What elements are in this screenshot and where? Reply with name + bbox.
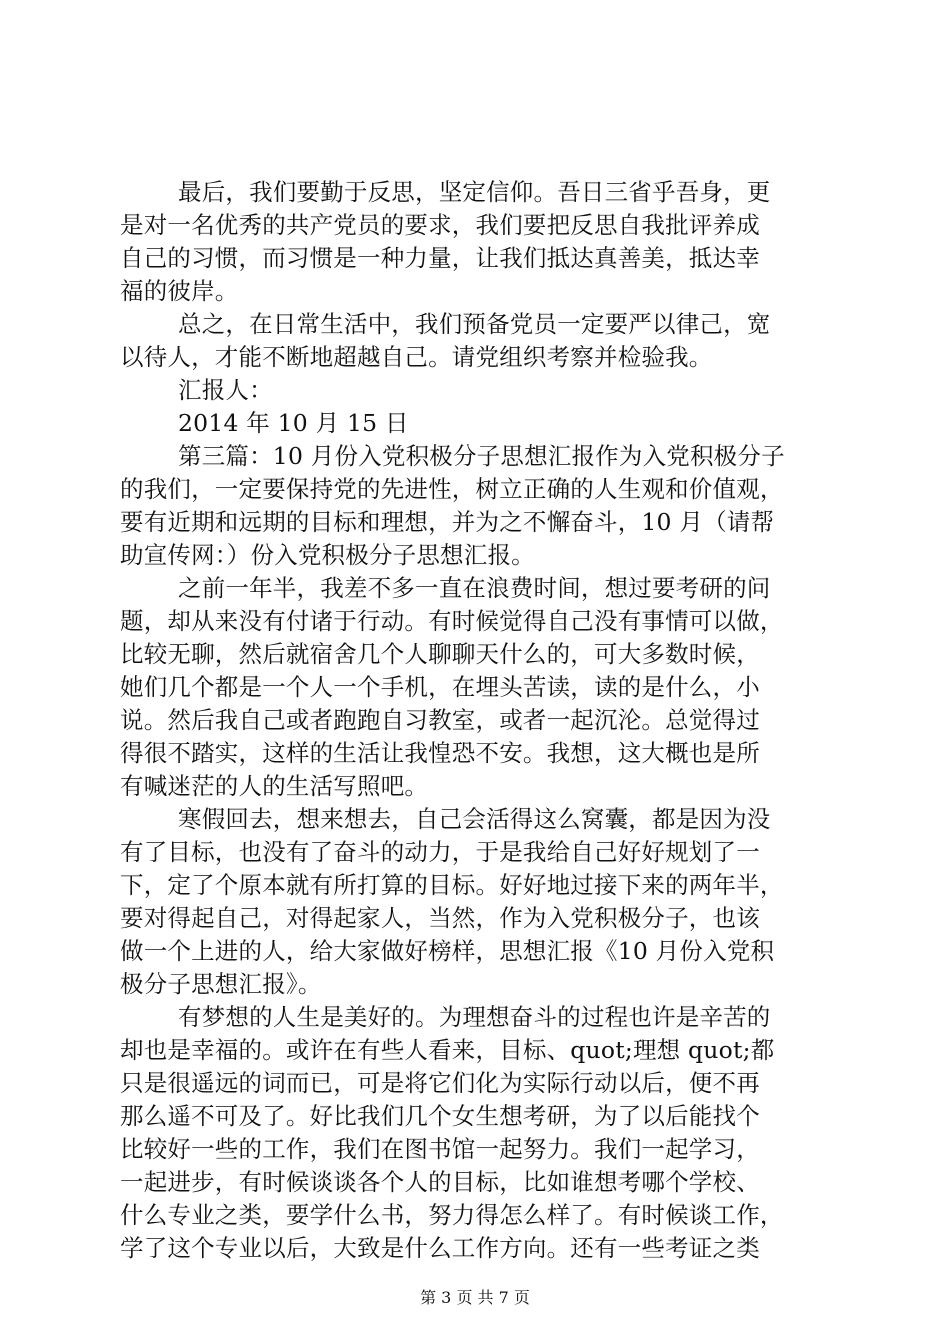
text-line: 有了目标，也没有了奋斗的动力，于是我给自己好好规划了一 <box>120 838 760 866</box>
text-line: 要有近期和远期的目标和理想，并为之不懈奋斗，10 月（请帮 <box>120 508 775 536</box>
reporter-label: 汇报人： <box>178 376 273 404</box>
text-line: 之前一年半，我差不多一直在浪费时间，想过要考研的问 <box>178 574 771 602</box>
text-line: 做一个上进的人，给大家做好榜样，思想汇报《10 月份入党积 <box>120 937 775 965</box>
text-line: 比较好一些的工作，我们在图书馆一起努力。我们一起学习， <box>120 1135 760 1163</box>
text-line: 她们几个都是一个人一个手机，在埋头苦读，读的是什么，小 <box>120 673 760 701</box>
text-line: 学了这个专业以后，大致是什么工作方向。还有一些考证之类 <box>120 1234 760 1262</box>
text-line: 是对一名优秀的共产党员的要求，我们要把反思自我批评养成 <box>120 211 760 239</box>
text-line: 有喊迷茫的人的生活写照吧。 <box>120 772 429 800</box>
text-line: 什么专业之类，要学什么书，努力得怎么样了。有时候谈工作， <box>120 1201 784 1229</box>
text-line: 的我们，一定要保持党的先进性，树立正确的人生观和价值观， <box>120 475 784 503</box>
text-line: 下，定了个原本就有所打算的目标。好好地过接下来的两年半， <box>120 871 784 899</box>
text-line: 一起进步，有时候谈谈各个人的目标，比如谁想考哪个学校、 <box>120 1168 760 1196</box>
text-line: 助宣传网：）份入党积极分子思想汇报。 <box>120 541 535 569</box>
section-heading-line: 第三篇：10 月份入党积极分子思想汇报作为入党积极分子 <box>178 442 785 470</box>
text-line: 要对得起自己，对得起家人，当然，作为入党积极分子，也该 <box>120 904 760 932</box>
text-line: 寒假回去，想来想去，自己会活得这么窝囊，都是因为没 <box>178 805 771 833</box>
text-line: 比较无聊，然后就宿舍几个人聊聊天什么的，可大多数时候， <box>120 640 760 668</box>
text-line: 自己的习惯，而习惯是一种力量，让我们抵达真善美，抵达幸 <box>120 244 760 272</box>
text-line: 福的彼岸。 <box>120 277 239 305</box>
text-line: 总之，在日常生活中，我们预备党员一定要严以律己，宽 <box>178 310 771 338</box>
text-line: 那么遥不可及了。好比我们几个女生想考研，为了以后能找个 <box>120 1102 760 1130</box>
text-line: 以待人，才能不断地超越自己。请党组织考察并检验我。 <box>120 343 713 371</box>
report-date: 2014 年 10 月 15 日 <box>178 409 409 437</box>
text-line: 极分子思想汇报》。 <box>120 970 322 998</box>
text-line: 只是很遥远的词而已，可是将它们化为实际行动以后，便不再 <box>120 1069 760 1097</box>
text-line: 题，却从来没有付诸于行动。有时候觉得自己没有事情可以做， <box>120 607 784 635</box>
page-number-footer: 第 3 页 共 7 页 <box>420 1288 530 1307</box>
text-line: 却也是幸福的。或许在有些人看来，目标、quot;理想 quot;都 <box>120 1036 775 1064</box>
text-line: 有梦想的人生是美好的。为理想奋斗的过程也许是辛苦的 <box>178 1003 771 1031</box>
text-line: 得很不踏实，这样的生活让我惶恐不安。我想，这大概也是所 <box>120 739 760 767</box>
text-line: 说。然后我自己或者跑跑自习教室，或者一起沉沦。总觉得过 <box>120 706 760 734</box>
text-line: 最后，我们要勤于反思，坚定信仰。吾日三省乎吾身，更 <box>178 178 771 206</box>
